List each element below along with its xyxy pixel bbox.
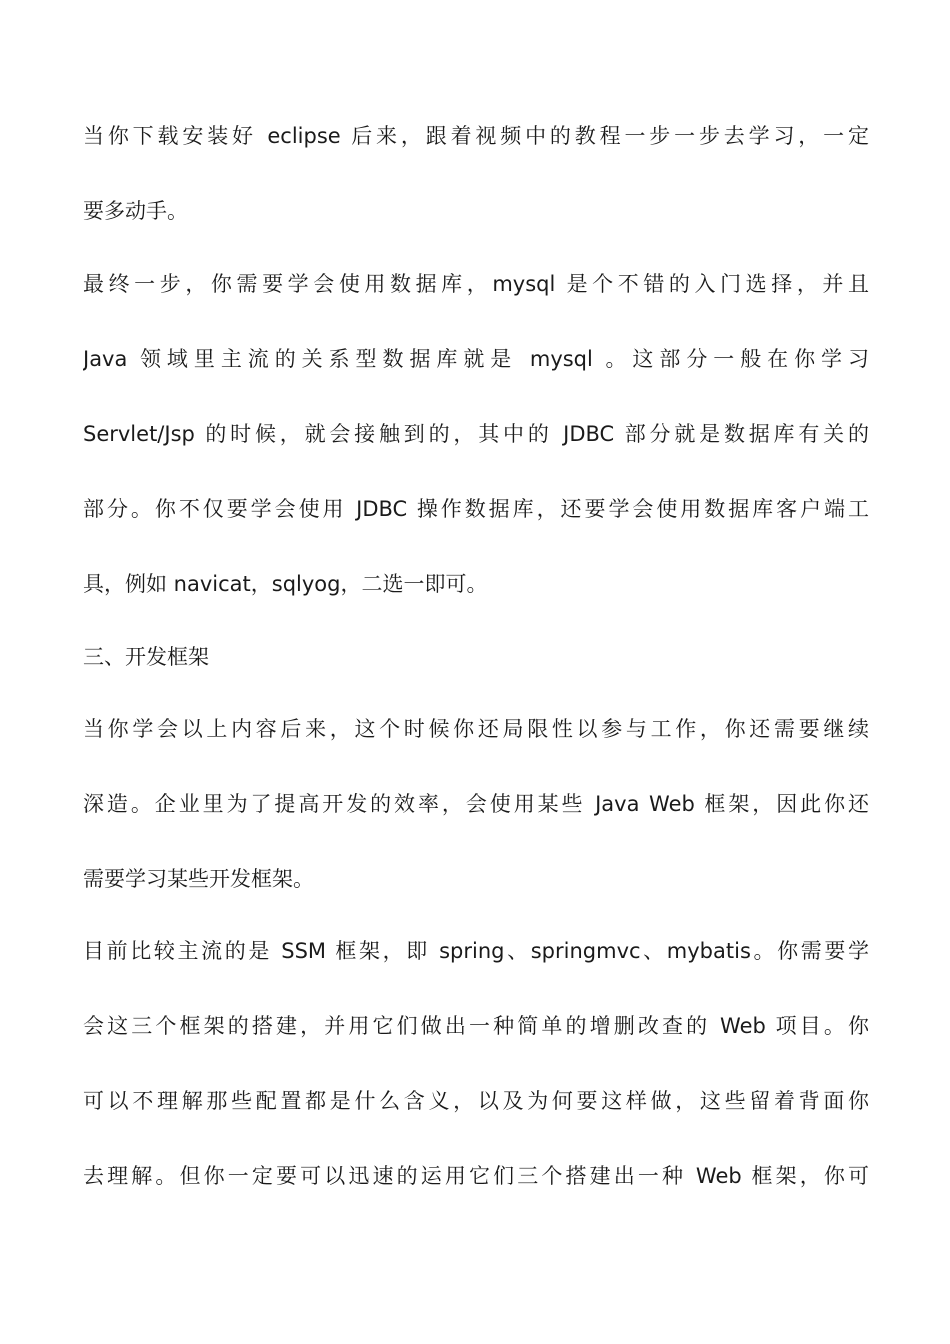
paragraph-line: 目前比较主流的是 SSM 框架，即 spring、springmvc、mybatis。你需要学 [83,939,869,963]
paragraph-line: 具，例如 navicat，sqlyog，二选一即可。 [83,572,488,596]
paragraph-line: 部分。你不仅要学会使用 JDBC 操作数据库，还要学会使用数据库客户端工 [83,497,869,521]
paragraph-line: 当你下载安装好 eclipse 后来，跟着视频中的教程一步一步去学习，一定 [83,124,869,148]
paragraph-line: 可以不理解那些配置都是什么含义，以及为何要这样做，这些留着背面你 [83,1089,869,1113]
paragraph-line: 深造。企业里为了提高开发的效率，会使用某些 Java Web 框架，因此你还 [83,792,869,816]
section-heading: 三、开发框架 [83,645,209,669]
paragraph-line: 会这三个框架的搭建，并用它们做出一种简单的增删改查的 Web 项目。你 [83,1014,869,1038]
paragraph-line: 最终一步，你需要学会使用数据库，mysql 是个不错的入门选择，并且 [83,272,869,296]
paragraph-line: 要多动手。 [83,199,188,223]
paragraph-line: 去理解。但你一定要可以迅速的运用它们三个搭建出一种 Web 框架，你可 [83,1164,869,1188]
paragraph-line: Servlet/Jsp 的时候，就会接触到的，其中的 JDBC 部分就是数据库有关的 [83,422,869,446]
paragraph-line: Java 领域里主流的关系型数据库就是 mysql 。这部分一般在你学习 [83,347,869,371]
paragraph-line: 当你学会以上内容后来，这个时候你还局限性以参与工作，你还需要继续 [83,717,869,741]
paragraph-line: 需要学习某些开发框架。 [83,867,314,891]
